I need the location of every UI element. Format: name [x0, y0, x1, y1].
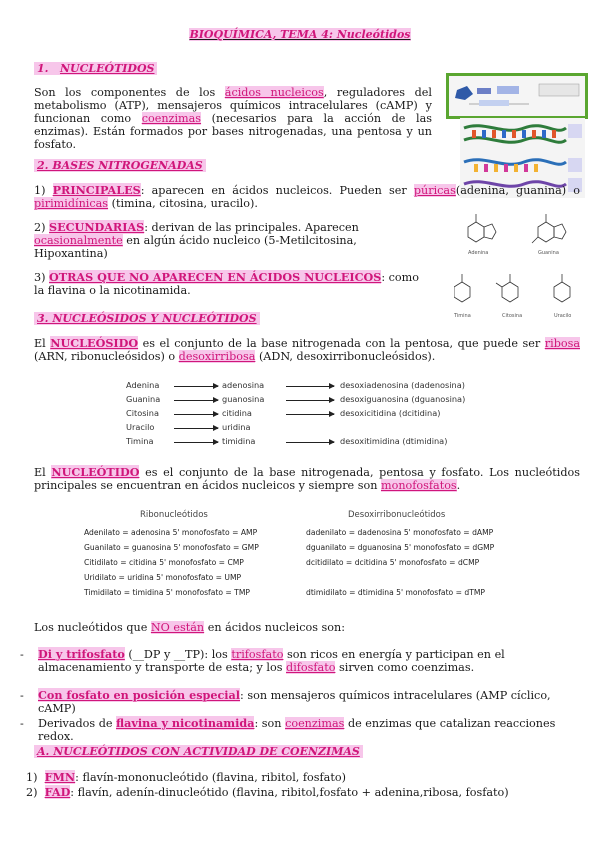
- ribonucleotide-row: Citidilato = citidina 5' monofosfato = CMP: [84, 558, 244, 567]
- paragraph-nucleosido: El NUCLEÓSIDO es el conjunto de la base nitrogenada con la pentosa, que puede ser ribosa (ARN, ribonucleósidos) o desoxirribosa (ADN, desoxirribonucleósidos).: [34, 336, 580, 363]
- nucleotide-schema-icon: [449, 76, 585, 116]
- paragraph-nucleotidos: Son los componentes de los ácidos nucleicos, reguladores del metabolismo (ATP), mensajeros químicos intracelulares (cAMP) y funcionan como coenzimas (necesarios para la acción de las enzimas). Están formados por bases nitrogenadas, una pentosa y un fosfato.: [34, 86, 432, 151]
- section-heading-2: 2. BASES NITROGENADAS: [34, 159, 206, 172]
- nucleotide-figure-frame: [446, 73, 588, 119]
- base-name: Guanina: [126, 394, 161, 404]
- base-name: Uracilo: [126, 422, 155, 432]
- coenzyme-fmn: 1) FMN: flavín-mononucleótido (flavina, ribitol, fosfato): [26, 770, 346, 784]
- deoxynucleoside-name: desoxiguanosina (dguanosina): [340, 394, 466, 404]
- section-heading-3: 3. NUCLEÓSIDOS Y NUCLEÓTIDOS: [34, 312, 260, 325]
- deoxynucleoside-name: desoxitimidina (dtimidina): [340, 436, 448, 446]
- arrow-icon: [286, 400, 334, 401]
- ribonucleotide-row: Guanilato = guanosina 5' monofosfato = GMP: [84, 543, 259, 552]
- column-header-ribo: Ribonucleótidos: [140, 510, 208, 520]
- deoxynucleoside-name: desoxiadenosina (dadenosina): [340, 380, 465, 390]
- deoxyribonucleotide-row: dtimidilato = dtimidina 5' monofosfato = dTMP: [306, 588, 485, 597]
- structure-label-guanina: Guanina: [538, 250, 559, 256]
- base-name: Timina: [126, 436, 154, 446]
- coenzyme-fad: 2) FAD: flavín, adenín-dinucleótido (flavina, ribitol,fosfato + adenina,ribosa, fosfato): [26, 785, 509, 799]
- ribonucleotide-row: Adenilato = adenosina 5' monofosfato = AMP: [84, 528, 258, 537]
- bullet-di-trifosfato: Di y trifosfato (__DP y __TP): los trifosfato son ricos en energía y participan en el almacenamiento y transporte de esta; y los difosfato sirven como coenzimas.: [38, 647, 505, 674]
- arrow-icon: [286, 386, 334, 387]
- ribonucleotide-row: Timidilato = timidina 5' monofosfato = TMP: [84, 588, 250, 597]
- paragraph-no-estan: Los nucleótidos que NO están en ácidos nucleicos son:: [34, 621, 345, 634]
- bullet-dash: -: [20, 648, 24, 661]
- paragraph-secundarias: 2) SECUNDARIAS: derivan de las principales. Aparecen ocasionalmente en algún ácido nucleico (5-Metilcitosina, Hipoxantina): [34, 220, 359, 260]
- arrow-icon: [174, 442, 218, 443]
- bullet-dash: -: [20, 717, 24, 730]
- deoxyribonucleotide-row: dguanilato = dguanosina 5' monofosfato = dGMP: [306, 543, 495, 552]
- deoxyribonucleotide-row: dadenilato = dadenosina 5' monofosfato = dAMP: [306, 528, 494, 537]
- bullet-dash: -: [20, 689, 24, 702]
- page-title: BIOQUÍMICA, TEMA 4: Nucleótidos: [189, 28, 411, 41]
- arrow-icon: [174, 400, 218, 401]
- base-structures-icon: [454, 205, 584, 323]
- paragraph-nucleotido: El NUCLEÓTIDO es el conjunto de la base nitrogenada, pentosa y fosfato. Los nucleótidos principales se encuentran en ácidos nucleicos y siempre son monofosfatos.: [34, 465, 580, 492]
- paragraph-otras: 3) OTRAS QUE NO APARECEN EN ÁCIDOS NUCLEICOS: como la flavina o la nicotinamida.: [34, 270, 419, 297]
- deoxynucleoside-name: desoxicitidina (dcitidina): [340, 408, 441, 418]
- nucleoside-name: uridina: [222, 422, 251, 432]
- bullet-fosfato-especial: Con fosfato en posición especial: son mensajeros químicos intracelulares (AMP cíclico, cAMP): [38, 688, 551, 715]
- structure-label-uracilo: Uracilo: [554, 313, 572, 319]
- bullet-flavina-nicotinamida: Derivados de flavina y nicotinamida: son coenzimas de enzimas que catalizan reacciones redox.: [38, 716, 556, 743]
- nucleoside-name: adenosina: [222, 380, 265, 390]
- nucleoside-name: citidina: [222, 408, 252, 418]
- arrow-icon: [286, 442, 334, 443]
- base-name: Adenina: [126, 380, 160, 390]
- arrow-icon: [286, 414, 334, 415]
- section-heading-1: 1. NUCLEÓTIDOS: [34, 62, 157, 75]
- structure-label-timina: Timina: [454, 313, 471, 319]
- nucleoside-name: timidina: [222, 436, 256, 446]
- arrow-icon: [174, 386, 218, 387]
- base-name: Citosina: [126, 408, 159, 418]
- paragraph-principales: 1) PRINCIPALES: aparecen en ácidos nucleicos. Pueden ser púricas(adenina, guanina) o pirimidínicas (timina, citosina, uracilo).: [34, 183, 580, 210]
- structure-label-adenina: Adenina: [468, 250, 489, 256]
- ribonucleotide-row: Uridilato = uridina 5' monofosfato = UMP: [84, 573, 242, 582]
- arrow-icon: [174, 428, 218, 429]
- structure-label-citosina: Citosina: [502, 313, 523, 319]
- nucleoside-name: guanosina: [222, 394, 265, 404]
- column-header-deoxy: Desoxirribonucleótidos: [348, 510, 446, 520]
- deoxyribonucleotide-row: dcitidilato = dcitidina 5' monofosfato = dCMP: [306, 558, 480, 567]
- arrow-icon: [174, 414, 218, 415]
- section-heading-a: A. NUCLEÓTIDOS CON ACTIVIDAD DE COENZIMAS: [34, 745, 363, 758]
